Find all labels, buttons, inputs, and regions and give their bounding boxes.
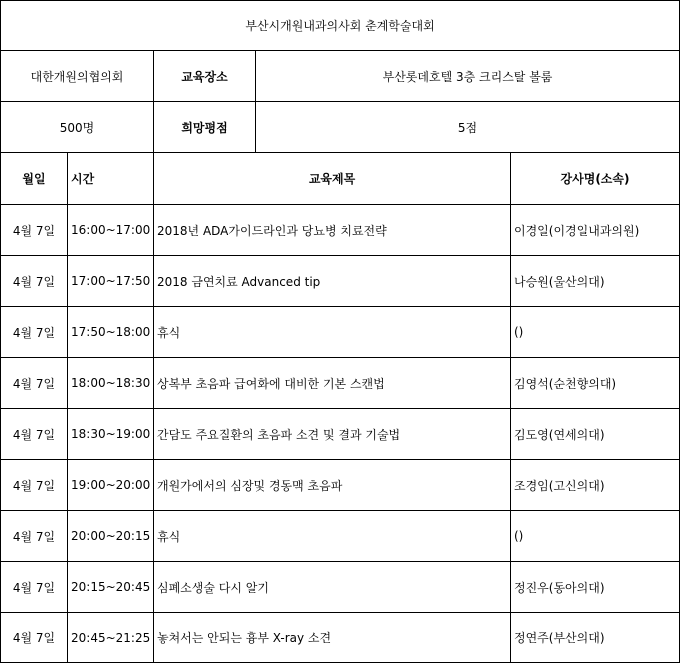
table-row [1,562,680,613]
row-subject: 놓쳐서는 안되는 흉부 X-ray 소견 [154,613,511,663]
table-row [1,460,680,511]
row-subject: 간담도 주요질환의 초음파 소견 및 결과 기술법 [154,409,511,460]
row-date: 4월 7일 [1,613,68,663]
row-date: 4월 7일 [1,358,68,409]
table-row [1,205,680,256]
venue-value: 부산롯데호텔 3층 크리스탈 볼룸 [256,51,680,102]
row-time: 20:45~21:25 [68,613,154,663]
row-subject: 2018 금연치료 Advanced tip [154,256,511,307]
table-row [1,409,680,460]
row-date: 4월 7일 [1,256,68,307]
row-subject: 상복부 초음파 급여화에 대비한 기본 스캔법 [154,358,511,409]
row-time: 18:00~18:30 [68,358,154,409]
row-subject: 휴식 [154,307,511,358]
venue-label: 교육장소 [154,51,256,102]
organizer: 대한개원의협의회 [1,51,154,102]
header-date: 월일 [1,153,68,205]
title-row [1,1,680,51]
row-lecturer: 이경일(이경일내과의원) [511,205,680,256]
row-time: 18:30~19:00 [68,409,154,460]
table-row [1,511,680,562]
row-lecturer: 김영석(순천향의대) [511,358,680,409]
row-time: 20:15~20:45 [68,562,154,613]
row-time: 20:00~20:15 [68,511,154,562]
row-subject: 휴식 [154,511,511,562]
header-lecturer: 강사명(소속) [511,153,680,205]
row-lecturer: 김도영(연세의대) [511,409,680,460]
row-date: 4월 7일 [1,205,68,256]
table-row [1,613,680,663]
row-lecturer: 정연주(부산의대) [511,613,680,663]
row-time: 16:00~17:00 [68,205,154,256]
points-label: 희망평점 [154,102,256,153]
row-date: 4월 7일 [1,562,68,613]
table-row [1,307,680,358]
row-lecturer: () [511,511,680,562]
page-title: 부산시개원내과의사회 춘계학술대회 [1,1,680,51]
row-lecturer: 나승원(울산의대) [511,256,680,307]
row-date: 4월 7일 [1,409,68,460]
header-subject: 교육제목 [154,153,511,205]
row-date: 4월 7일 [1,307,68,358]
row-date: 4월 7일 [1,460,68,511]
info-row-venue [1,51,680,102]
row-date: 4월 7일 [1,511,68,562]
header-time: 시간 [68,153,154,205]
row-lecturer: 정진우(동아의대) [511,562,680,613]
row-subject: 2018년 ADA가이드라인과 당뇨병 치료전략 [154,205,511,256]
row-subject: 개원가에서의 심장및 경동맥 초음파 [154,460,511,511]
header-row [1,153,680,205]
info-row-points [1,102,680,153]
row-time: 17:00~17:50 [68,256,154,307]
points-value: 5점 [256,102,680,153]
row-lecturer: () [511,307,680,358]
row-time: 19:00~20:00 [68,460,154,511]
row-subject: 심폐소생술 다시 알기 [154,562,511,613]
capacity: 500명 [1,102,154,153]
row-lecturer: 조경임(고신의대) [511,460,680,511]
table-row [1,358,680,409]
row-time: 17:50~18:00 [68,307,154,358]
table-row [1,256,680,307]
